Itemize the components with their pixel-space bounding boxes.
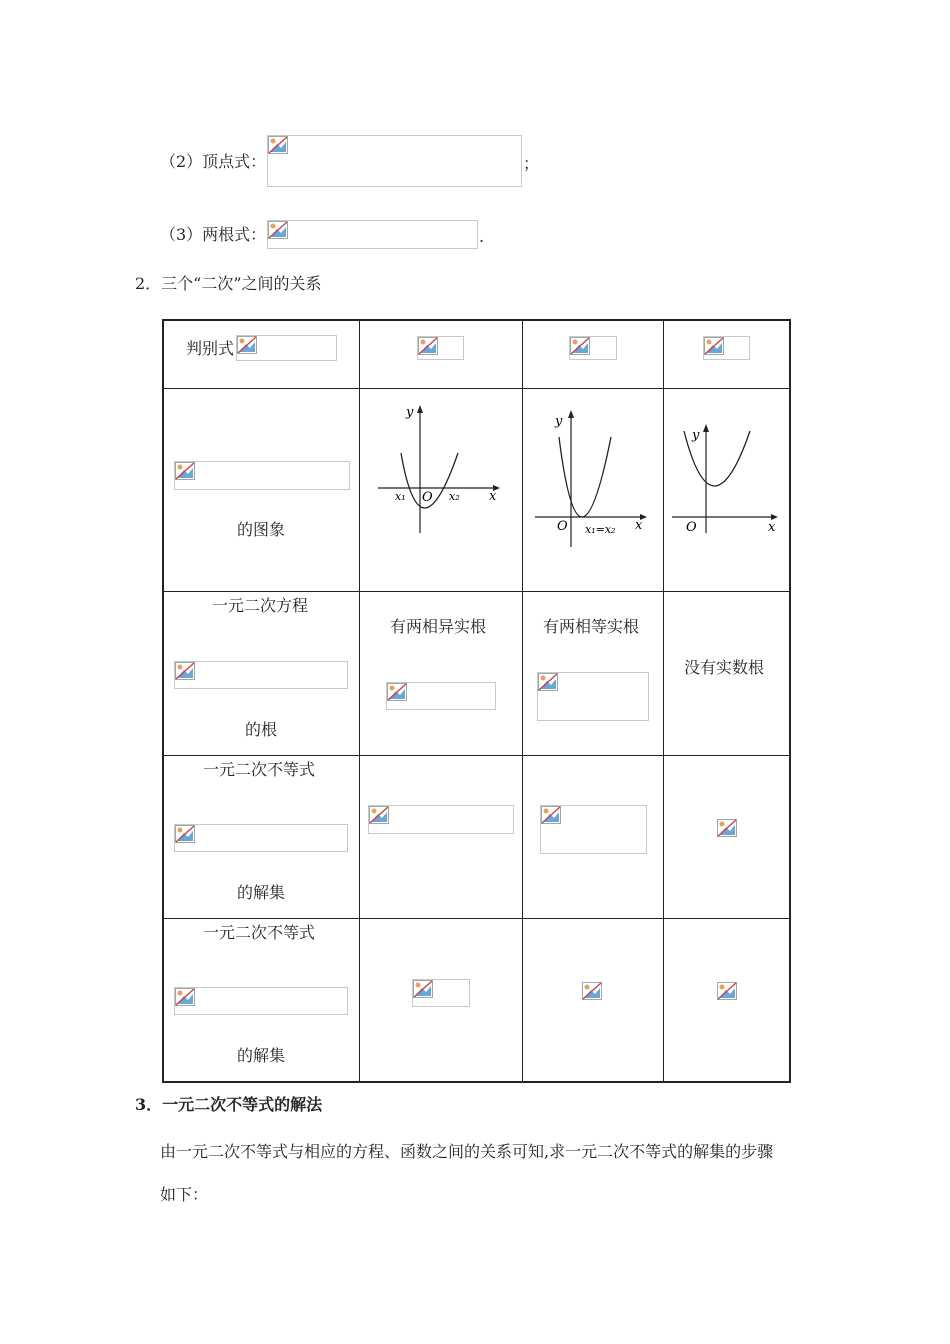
equation-image xyxy=(174,661,348,689)
parabola-two-roots-graph xyxy=(376,403,502,538)
vertex-suffix: ； xyxy=(523,154,540,173)
table-row xyxy=(163,320,790,389)
broken-image-icon xyxy=(175,825,195,843)
broken-image-icon xyxy=(717,982,737,1000)
graph-y-label: y xyxy=(555,414,563,429)
graph-y-label: y xyxy=(406,405,414,420)
solution-set-equal-image xyxy=(540,805,647,854)
section-heading-relations: 2．三个“二次”之间的关系 xyxy=(135,274,322,293)
table-row xyxy=(163,919,790,1083)
broken-image-icon xyxy=(268,221,288,239)
broken-image-icon xyxy=(704,337,724,355)
graph-root2-label: x₂ xyxy=(449,490,460,503)
parabola-double-root-graph xyxy=(531,407,657,552)
table-cell xyxy=(163,389,360,592)
broken-image-icon xyxy=(237,336,257,354)
table-cell xyxy=(523,320,664,389)
table-cell xyxy=(664,756,791,919)
broken-image-icon xyxy=(413,980,433,998)
table-row xyxy=(163,389,790,592)
vertex-form-label: （2）顶点式： xyxy=(160,152,267,171)
equation-row-label-suffix: 的根 xyxy=(245,720,278,739)
discriminant-label: 判别式 xyxy=(186,339,235,358)
graph-row-label: 的图象 xyxy=(237,520,286,539)
vertex-formula-image xyxy=(267,135,522,187)
table-cell xyxy=(664,389,791,592)
table-cell xyxy=(523,919,664,1083)
broken-image-icon xyxy=(175,662,195,680)
broken-image-icon xyxy=(175,462,195,480)
roots-form-label: （3）两根式： xyxy=(160,225,267,244)
broken-image-icon xyxy=(268,136,288,154)
inequality-greater-image xyxy=(174,824,348,852)
no-real-roots-text: 没有实数根 xyxy=(684,658,765,677)
distinct-roots-image xyxy=(386,682,496,710)
table-cell xyxy=(523,389,664,592)
table-cell xyxy=(664,320,791,389)
inequality-row-label-suffix: 的解集 xyxy=(237,1046,286,1065)
graph-double-root-label: x₁=x₂ xyxy=(585,523,616,536)
table-cell xyxy=(523,756,664,919)
broken-image-icon xyxy=(369,806,389,824)
inequality-row-label: 一元二次不等式 xyxy=(203,760,316,779)
method-paragraph-line1: 由一元二次不等式与相应的方程、函数之间的关系可知,求一元二次不等式的解集的步骤 xyxy=(160,1142,774,1161)
discriminant-zero-image xyxy=(569,336,617,360)
parabola-no-root-graph xyxy=(670,421,786,536)
relation-table xyxy=(162,319,791,1083)
table-cell xyxy=(163,592,360,756)
two-distinct-roots-text: 有两相异实根 xyxy=(390,617,487,636)
two-equal-roots-text: 有两相等实根 xyxy=(543,617,640,636)
quadratic-function-image xyxy=(174,461,350,490)
broken-image-icon xyxy=(538,673,558,691)
inequality-row-label: 一元二次不等式 xyxy=(203,923,316,942)
table-cell xyxy=(360,919,523,1083)
table-cell xyxy=(523,592,664,756)
roots-formula-image xyxy=(267,220,478,249)
table-cell xyxy=(664,919,791,1083)
inequality-less-image xyxy=(174,987,348,1015)
table-cell xyxy=(163,320,360,389)
broken-image-icon xyxy=(717,819,737,837)
table-row xyxy=(163,756,790,919)
broken-image-icon xyxy=(582,982,602,1000)
solution-set-distinct-image xyxy=(368,805,514,834)
graph-y-label: y xyxy=(692,428,700,443)
method-paragraph-line2: 如下： xyxy=(160,1185,209,1204)
graph-origin-label: O xyxy=(686,520,697,535)
table-cell xyxy=(163,756,360,919)
table-cell xyxy=(360,756,523,919)
discriminant-positive-image xyxy=(417,336,464,360)
table-row xyxy=(163,592,790,756)
broken-image-icon xyxy=(175,988,195,1006)
equation-row-label: 一元二次方程 xyxy=(212,596,309,615)
graph-x-label: x xyxy=(489,489,497,504)
graph-origin-label: O xyxy=(422,490,433,505)
equal-roots-image xyxy=(537,672,649,721)
roots-suffix: . xyxy=(479,227,485,246)
graph-origin-label: O xyxy=(557,519,568,534)
inequality-row-label-suffix: 的解集 xyxy=(237,883,286,902)
discriminant-formula-image xyxy=(236,335,337,361)
graph-x-label: x xyxy=(768,520,776,535)
section-heading-solution-method: 3．一元二次不等式的解法 xyxy=(135,1095,323,1114)
table-cell xyxy=(664,592,791,756)
broken-image-icon xyxy=(418,337,438,355)
solution-set-between-roots-image xyxy=(412,979,470,1007)
discriminant-negative-image xyxy=(703,336,750,360)
broken-image-icon xyxy=(570,337,590,355)
broken-image-icon xyxy=(541,806,561,824)
broken-image-icon xyxy=(387,683,407,701)
graph-x-label: x xyxy=(635,518,643,533)
table-cell xyxy=(163,919,360,1083)
graph-root1-label: x₁ xyxy=(395,490,406,503)
table-cell xyxy=(360,320,523,389)
table-cell xyxy=(360,389,523,592)
table-cell xyxy=(360,592,523,756)
